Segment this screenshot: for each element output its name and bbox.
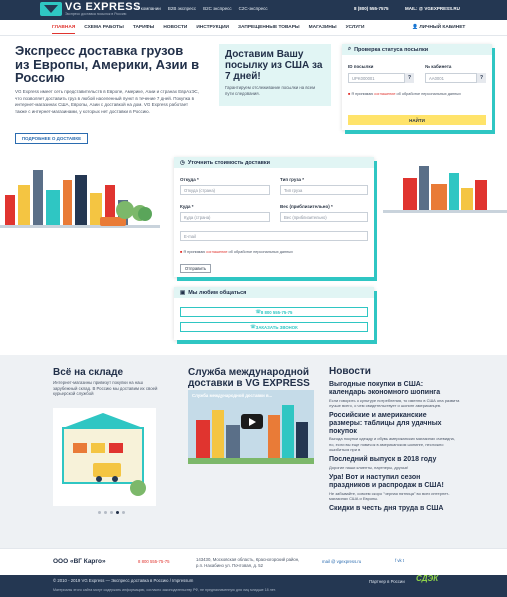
phone-icon: ☏: [250, 324, 256, 329]
top-link-about[interactable]: О компании: [136, 6, 161, 11]
agree-suffix: об обработке персональных данных: [396, 92, 461, 96]
slider-dot[interactable]: [98, 511, 101, 514]
agree-suffix: об обработке персональных данных: [228, 250, 293, 254]
logo-subtitle: Экспресс доставка посылок в Россию: [65, 12, 127, 16]
tracking-agreement[interactable]: [348, 92, 488, 98]
cargo-type-label: Тип груза *: [280, 177, 305, 182]
video-section-title: Служба международной доставки в VG EXPRESS: [188, 367, 310, 389]
city-illustration-right: [383, 158, 507, 218]
video-caption: Служба международной доставки в...: [192, 393, 273, 398]
news-item[interactable]: [329, 381, 461, 408]
calculator-agreement[interactable]: [180, 250, 293, 254]
footer-contacts: [0, 548, 507, 575]
cabinet-number-input[interactable]: AA0001: [425, 73, 477, 83]
calculator-card-header: [174, 157, 374, 168]
nav-item-instructions[interactable]: ИНСТРУКЦИИ: [196, 25, 229, 30]
agreement-link[interactable]: соглашение: [374, 92, 396, 96]
warehouse-illustration: [53, 408, 156, 506]
news-item[interactable]: [329, 474, 461, 501]
news-text: Не забывайте, совсем скоро "черная пятница" во всех интернет-магазинах США и Европы.: [329, 490, 450, 501]
phone-button[interactable]: [180, 307, 368, 317]
footer-phone[interactable]: 8 800 555-75-75: [138, 559, 170, 564]
parcel-id-input[interactable]: UPK000001: [348, 73, 405, 83]
parcel-id-label: ID посылки: [348, 64, 374, 69]
promo-text: Гарантируем отслеживание посылки на всем пути следования.: [225, 85, 316, 96]
news-item[interactable]: [329, 456, 461, 470]
help-icon[interactable]: ?: [477, 73, 486, 83]
hero-title: Экспресс доставка грузов из Европы, Америки, Азии в Россию: [15, 43, 200, 85]
social-icons: [395, 558, 404, 563]
agree-text: Я принимаю: [351, 92, 374, 96]
news-title[interactable]: Ура! Вот и наступил сезон праздников и распродаж в США!: [329, 474, 444, 489]
checkbox-icon[interactable]: ■: [348, 92, 352, 96]
news-column: [329, 366, 461, 513]
news-title[interactable]: Российские и американские размеры: таблицы для удачных покупок: [329, 412, 442, 435]
tracking-title: Проверка статуса посылки: [354, 46, 429, 53]
logo[interactable]: [40, 2, 141, 16]
header-phone[interactable]: 8 (800) 555-7575: [354, 6, 389, 11]
facebook-icon[interactable]: f: [395, 558, 398, 563]
cabinet-number-label: № кабинета: [425, 64, 452, 69]
slider-dots: [98, 511, 125, 514]
play-icon[interactable]: [241, 414, 263, 429]
top-bar: [0, 0, 507, 20]
slider-dot[interactable]: [104, 511, 107, 514]
nav-item-services[interactable]: УСЛУГИ: [345, 25, 365, 30]
send-button[interactable]: Отправить: [180, 264, 211, 273]
cargo-type-input[interactable]: Тип груза: [280, 185, 368, 195]
slider-dot[interactable]: [122, 511, 125, 514]
header-email[interactable]: MAIL: @ VGEXPRESS.RU: [405, 6, 460, 11]
promo-title: Доставим Вашу посылку из США за 7 дней!: [225, 49, 323, 82]
nav-item-tariffs[interactable]: ТАРИФЫ: [132, 25, 155, 30]
phone-icon: ☏: [255, 309, 261, 314]
weight-label: Вес (приблизительно) *: [280, 204, 333, 209]
nav-item-home[interactable]: ГЛАВНАЯ: [52, 25, 75, 34]
from-input[interactable]: Откуда (страна): [180, 185, 270, 195]
contact-card-header: [174, 287, 374, 298]
top-links: [136, 6, 268, 11]
news-text: Выгода покупки одежду и обувь американских магазинах очевидна, но, если вы еще новичок в американском шопинге, несложно ошибиться при в: [329, 436, 455, 452]
delivery-details-button[interactable]: ПОДРОБНЕЕ О ДОСТАВКЕ: [15, 133, 88, 144]
nav-item-scheme[interactable]: СХЕМА РАБОТЫ: [84, 25, 124, 30]
footer-company: ООО «ВГ Карго»: [53, 558, 106, 565]
agree-text: Я принимаю: [183, 250, 206, 254]
top-link-c2c[interactable]: C2C-экспресс: [238, 6, 268, 11]
copyright: © 2010 - 2019 VG Express — Экспресс доставка в Россию / Impressum: [53, 578, 194, 583]
twitter-icon[interactable]: t: [402, 558, 405, 563]
trees-illustration: [110, 190, 170, 230]
calculator-title: Уточнить стоимость доставки: [187, 159, 271, 166]
contact-card: [174, 287, 374, 340]
to-label: Куда *: [180, 204, 194, 209]
news-heading: Новости: [329, 366, 371, 377]
nav-item-news[interactable]: НОВОСТИ: [163, 25, 188, 30]
slider-dot[interactable]: [110, 511, 113, 514]
callback-button[interactable]: [180, 322, 368, 332]
warehouse-text: Интернет-магазины привезут покупки на наш зарубежный склад. В Россию мы доставим их своей курьерской службой: [53, 380, 158, 396]
logo-title: VG EXPRESS: [65, 1, 141, 13]
cabinet-label: ЛИЧНЫЙ КАБИНЕТ: [419, 25, 466, 30]
help-icon[interactable]: ?: [405, 73, 414, 83]
tracking-card: [342, 44, 492, 130]
warehouse-title: Всё на складе: [53, 367, 124, 378]
find-button[interactable]: НАЙТИ: [348, 115, 486, 125]
search-icon: ⌕: [348, 46, 352, 52]
news-title[interactable]: Выгодные покупки в США: календарь экономного шопинга: [329, 381, 441, 396]
logo-icon: [40, 2, 62, 16]
footer-address: 143430, Московская область, Красногорский район, р.п. Нахабино ул. Почтовая, д. 52: [196, 557, 300, 568]
contact-title: Мы любим общаться: [188, 289, 247, 296]
promo-block: [219, 44, 331, 106]
slider-dot-active[interactable]: [116, 511, 119, 514]
cabinet-link[interactable]: [412, 25, 465, 30]
from-label: Откуда *: [180, 177, 199, 182]
nav-item-forbidden[interactable]: ЗАПРЕЩЕННЫЕ ТОВАРЫ: [237, 25, 300, 30]
agreement-link[interactable]: соглашение: [206, 250, 228, 254]
weight-input[interactable]: Вес (приблизительно): [280, 212, 368, 222]
main-nav: [0, 20, 507, 36]
nav-item-shops[interactable]: МАГАЗИНЫ: [308, 25, 337, 30]
to-input[interactable]: Куда (страна): [180, 212, 270, 222]
video-player[interactable]: [188, 390, 314, 464]
vk-icon[interactable]: vk: [397, 558, 403, 563]
news-item[interactable]: [329, 505, 461, 513]
chat-icon: ▣: [180, 289, 186, 296]
tracking-card-header: [342, 44, 492, 55]
phone-button-label: 8 800 555-75-75: [260, 309, 293, 315]
news-title[interactable]: Скидки в честь дня труда в США: [329, 505, 444, 512]
top-link-b2b[interactable]: B2B экспресс: [167, 6, 197, 11]
callback-button-label: ЗАКАЗАТЬ ЗВОНОК: [255, 324, 298, 330]
news-text: Если говорить о культуре потребления, то именно в США она развита лучше всего, о чем свидетельствует и шопинг американцев.: [329, 397, 460, 408]
email-field[interactable]: E-mail: [180, 231, 368, 241]
disclaimer: Материалы этого сайта могут содержать информацию, согласно законодательству РФ, не предназначенную для лиц младше 18 лет.: [53, 588, 276, 592]
user-icon: 👤: [412, 25, 420, 30]
partner-label: Партнер в России: [369, 579, 405, 584]
footer-bottom: [0, 575, 507, 597]
clock-icon: ◷: [180, 159, 185, 166]
cdek-logo[interactable]: СДЭК: [416, 574, 439, 583]
hero-text: VG Express имеет сеть представительств в Европе, Америке, Азии и странах ЕврАзЭС, что позволяет доставить груз в любой населенный пункт в течение 7 дней. Покупка в интернет-магазинах США, Европы, Азии с доставкой на дом. VG Express работает также с интернет-магазинами, у которых нет доставки в Россию.: [15, 89, 199, 114]
news-title[interactable]: Последний выпуск в 2018 году: [329, 456, 437, 463]
news-text: Дорогие наши клиенты, партнеры, друзья!: [329, 464, 408, 470]
news-item[interactable]: [329, 412, 461, 452]
calculator-card: [174, 157, 374, 277]
checkbox-icon[interactable]: ■: [180, 250, 184, 254]
footer-email[interactable]: mail @ vgexpress.ru: [322, 559, 362, 564]
top-link-b2c[interactable]: B2C экспресс: [203, 6, 232, 11]
